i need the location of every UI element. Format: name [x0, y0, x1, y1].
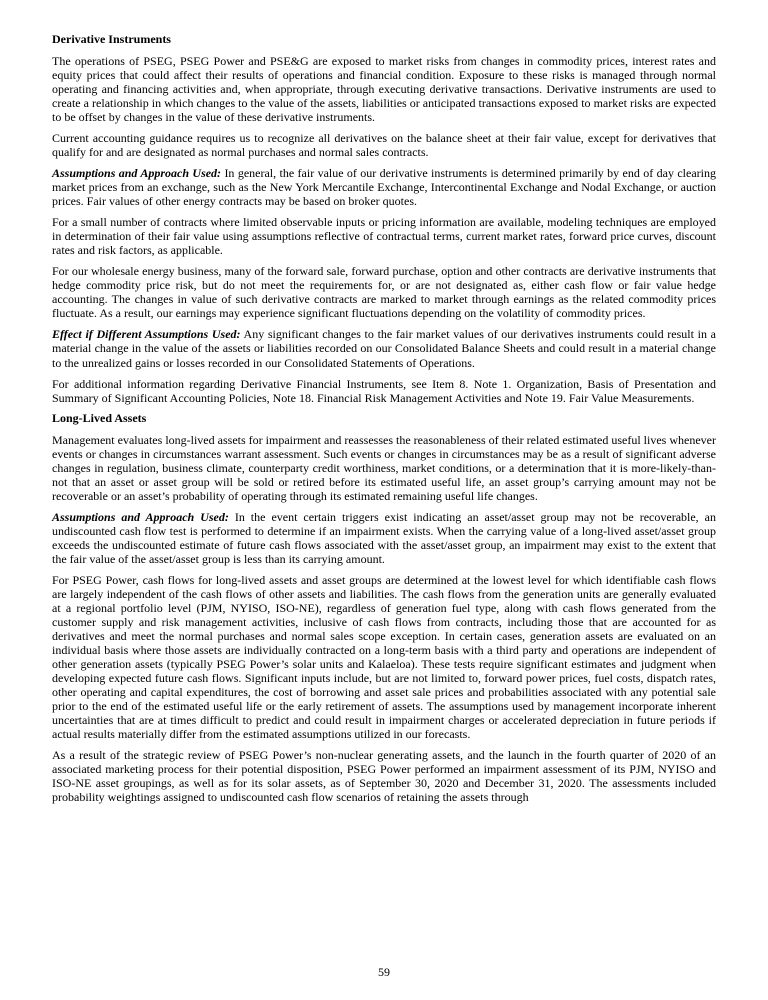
- paragraph: [52, 215, 716, 257]
- paragraph-text: For additional information regarding Derivative Financial Instruments, see Item 8. Note 1. Organization, Basis of Presentation and Summary of Significant Accounting Policies, Note 18. Financial Risk Management Activities and Note 19. Fair Value Measurements.: [52, 376, 716, 405]
- page-footer: [0, 965, 768, 980]
- page-number: 59: [378, 965, 390, 979]
- paragraph: [52, 166, 716, 208]
- paragraph-text: As a result of the strategic review of PSEG Power’s non-nuclear generating assets, and the launch in the fourth quarter of 2020 of an associated marketing process for their potential disposition, PSEG Power performed an impairment assessment of its PJM, NYISO and ISO-NE asset groupings, as well as for its solar assets, as of September 30, 2020 and December 31, 2020. The assessments included probability weightings assigned to undiscounted cash flow scenarios of retaining the assets through: [52, 748, 716, 805]
- paragraph-text: Current accounting guidance requires us to recognize all derivatives on the balance sheet at their fair value, except for derivatives that qualify for and are designated as normal purchases and normal sales contracts.: [52, 131, 716, 160]
- paragraph: [52, 131, 716, 159]
- paragraph-text: Any significant changes to the fair market values of our derivatives instruments could result in a material change in the value of the assets or liabilities recorded on our Consolidated Balance Sheets and could result in a material change to the unrealized gains or losses recorded in our Consolidated Statements of Operations.: [52, 327, 716, 370]
- paragraph-text: For PSEG Power, cash flows for long-lived assets and asset groups are determined at the lowest level for which identifiable cash flows are largely independent of the cash flows of other assets and liabilities. The cash flows from the generation units are generally evaluated at a regional portfolio level (PJM, NYISO, ISO-NE), regardless of generation fuel type, along with cash flows generated from the customer supply and risk management activities, inclusive of cash flows from contracts, including those that are accounted for as derivatives and meet the normal purchases and normal sales scope exception. In certain cases, generation assets are evaluated on an individual basis where those assets are individually contracted on a long-term basis with a third party and operations are independent of other generation assets (typically PSEG Power’s solar units and Kalaeloa). These tests require significant estimates and judgment when developing expected future cash flows. Significant inputs include, but are not limited to, forward power prices, fuel costs, dispatch rates, other operating and capital expenditures, the cost of borrowing and asset sale prices and probabilities associated with any potential sale prior to the end of the estimated useful life or the early retirement of assets. The assumptions used by management incorporate inherent uncertainties that are at times difficult to predict and could result in impairment charges or accelerated depreciation in future periods if actual results materially differ from the estimated assumptions utilized in our forecasts.: [52, 572, 716, 742]
- paragraph: [52, 327, 716, 369]
- section-heading-long-lived-assets: Long-Lived Assets: [52, 410, 147, 425]
- paragraph: [52, 54, 716, 124]
- paragraph: [52, 510, 716, 566]
- paragraph-lead: Effect if Different Assumptions Used:: [52, 327, 241, 342]
- paragraph-text: The operations of PSEG, PSEG Power and PSE&G are exposed to market risks from changes in commodity prices, interest rates and equity prices that could affect their results of operations and financial condition. Exposure to these risks is managed through normal operating and financing activities and, when appropriate, through executing derivative transactions. Derivative instruments are used to create a relationship in which changes to the value of the assets, liabilities or anticipated transactions exposed to market risks are expected to be offset by changes in the value of these derivative instruments.: [52, 53, 716, 125]
- paragraph: [52, 264, 716, 320]
- paragraph-text: For our wholesale energy business, many of the forward sale, forward purchase, option and other contracts are derivative instruments that hedge commodity price risk, but do not meet the requirements for, or are not designated as, either cash flow or fair value hedge accounting. The changes in value of such derivative contracts are marked to market through earnings as the related commodity prices fluctuate. As a result, our earnings may experience significant fluctuations depending on the volatility of commodity prices.: [52, 264, 716, 321]
- paragraph-text: Management evaluates long-lived assets for impairment and reassesses the reasonableness of their related estimated useful lives whenever events or changes in circumstances warrant assessment. Such events or changes in circumstances may be as a result of significant adverse changes in regulation, business climate, counterparty credit worthiness, market conditions, or a determination that it is more-likely-than-not that an asset or asset group will be sold or retired before its estimated useful life, an asset group’s carrying amount may not be recoverable or an asset’s probability of operating through its estimated remaining useful life changes.: [52, 432, 716, 503]
- paragraph-lead: Assumptions and Approach Used:: [52, 509, 229, 524]
- paragraph: [52, 433, 716, 503]
- paragraph-text: In the event certain triggers exist indicating an asset/asset group may not be recoverable, an undiscounted cash flow test is performed to determine if an impairment exists. When the carrying value of a long-lived asset/asset group exceeds the undiscounted estimate of future cash flows associated with the asset/asset group, an impairment may exist to the extent that the fair value of the asset/asset group is less than its carrying amount.: [52, 509, 716, 566]
- paragraph: [52, 748, 716, 804]
- paragraph-lead: Assumptions and Approach Used:: [52, 166, 222, 181]
- paragraph-text: In general, the fair value of our derivative instruments is determined primarily by end of day clearing market prices from an exchange, such as the New York Mercantile Exchange, Intercontinental Exchange and Nodal Exchange, or auction prices. Fair values of other energy contracts may be based on broker quotes.: [52, 166, 716, 209]
- section-heading-derivative-instruments: Derivative Instruments: [52, 32, 171, 46]
- paragraph: [52, 377, 716, 405]
- paragraph: [52, 573, 716, 741]
- paragraph-text: For a small number of contracts where limited observable inputs or pricing information are available, modeling techniques are employed in determination of their fair value using assumptions reflective of contractual terms, current market rates, forward price curves, discount rates and risk factors, as applicable.: [52, 215, 716, 258]
